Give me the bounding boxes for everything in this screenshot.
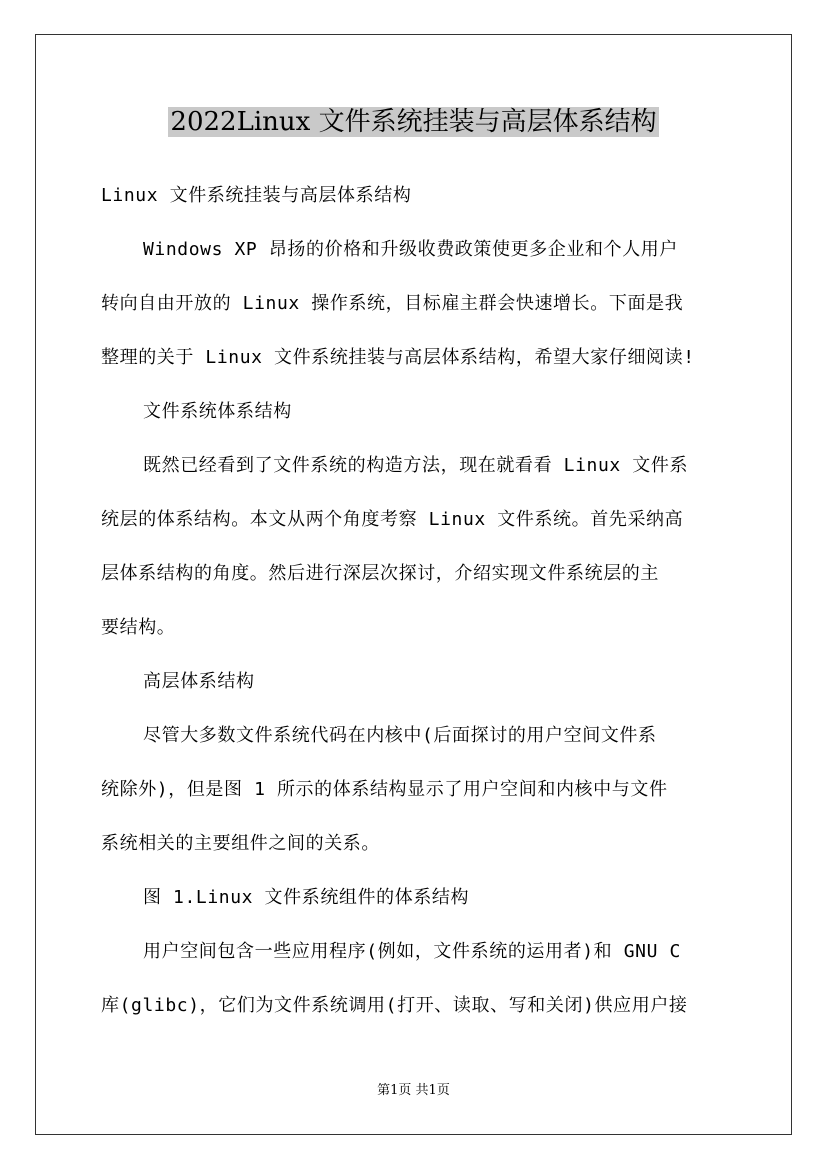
document-title-text: 2022Linux 文件系统挂装与高层体系结构 xyxy=(170,107,657,137)
paragraph-line: 统层的体系结构。本文从两个角度考察 Linux 文件系统。首先采纳高 xyxy=(101,509,684,530)
paragraph-line: 尽管大多数文件系统代码在内核中(后面探讨的用户空间文件系 xyxy=(143,725,657,746)
paragraph-line: 用户空间包含一些应用程序(例如，文件系统的运用者)和 GNU C xyxy=(143,941,681,962)
document-title xyxy=(0,100,827,144)
paragraph-line: 统除外)，但是图 1 所示的体系结构显示了用户空间和内核中与文件 xyxy=(101,779,668,800)
section-heading: 高层体系结构 xyxy=(143,671,255,692)
paragraph-line: 整理的关于 Linux 文件系统挂装与高层体系结构，希望大家仔细阅读! xyxy=(101,347,695,368)
paragraph-line: Windows XP 昂扬的价格和升级收费政策使更多企业和个人用户 xyxy=(143,239,679,260)
page-footer: 第1页 共1页 xyxy=(377,1083,450,1098)
paragraph-line: 要结构。 xyxy=(101,617,176,638)
figure-caption: 图 1.Linux 文件系统组件的体系结构 xyxy=(143,887,470,908)
paragraph-line: 转向自由开放的 Linux 操作系统，目标雇主群会快速增长。下面是我 xyxy=(101,293,684,314)
paragraph-line: 系统相关的主要组件之间的关系。 xyxy=(101,833,380,854)
paragraph-line: 既然已经看到了文件系统的构造方法，现在就看看 Linux 文件系 xyxy=(143,455,689,476)
paragraph-line: 层体系结构的角度。然后进行深层次探讨，介绍实现文件系统层的主 xyxy=(101,563,659,584)
paragraph-line: Linux 文件系统挂装与高层体系结构 xyxy=(101,185,412,206)
section-heading: 文件系统体系结构 xyxy=(143,401,292,422)
paragraph-line: 库(glibc)，它们为文件系统调用(打开、读取、写和关闭)供应用户接 xyxy=(101,995,688,1016)
